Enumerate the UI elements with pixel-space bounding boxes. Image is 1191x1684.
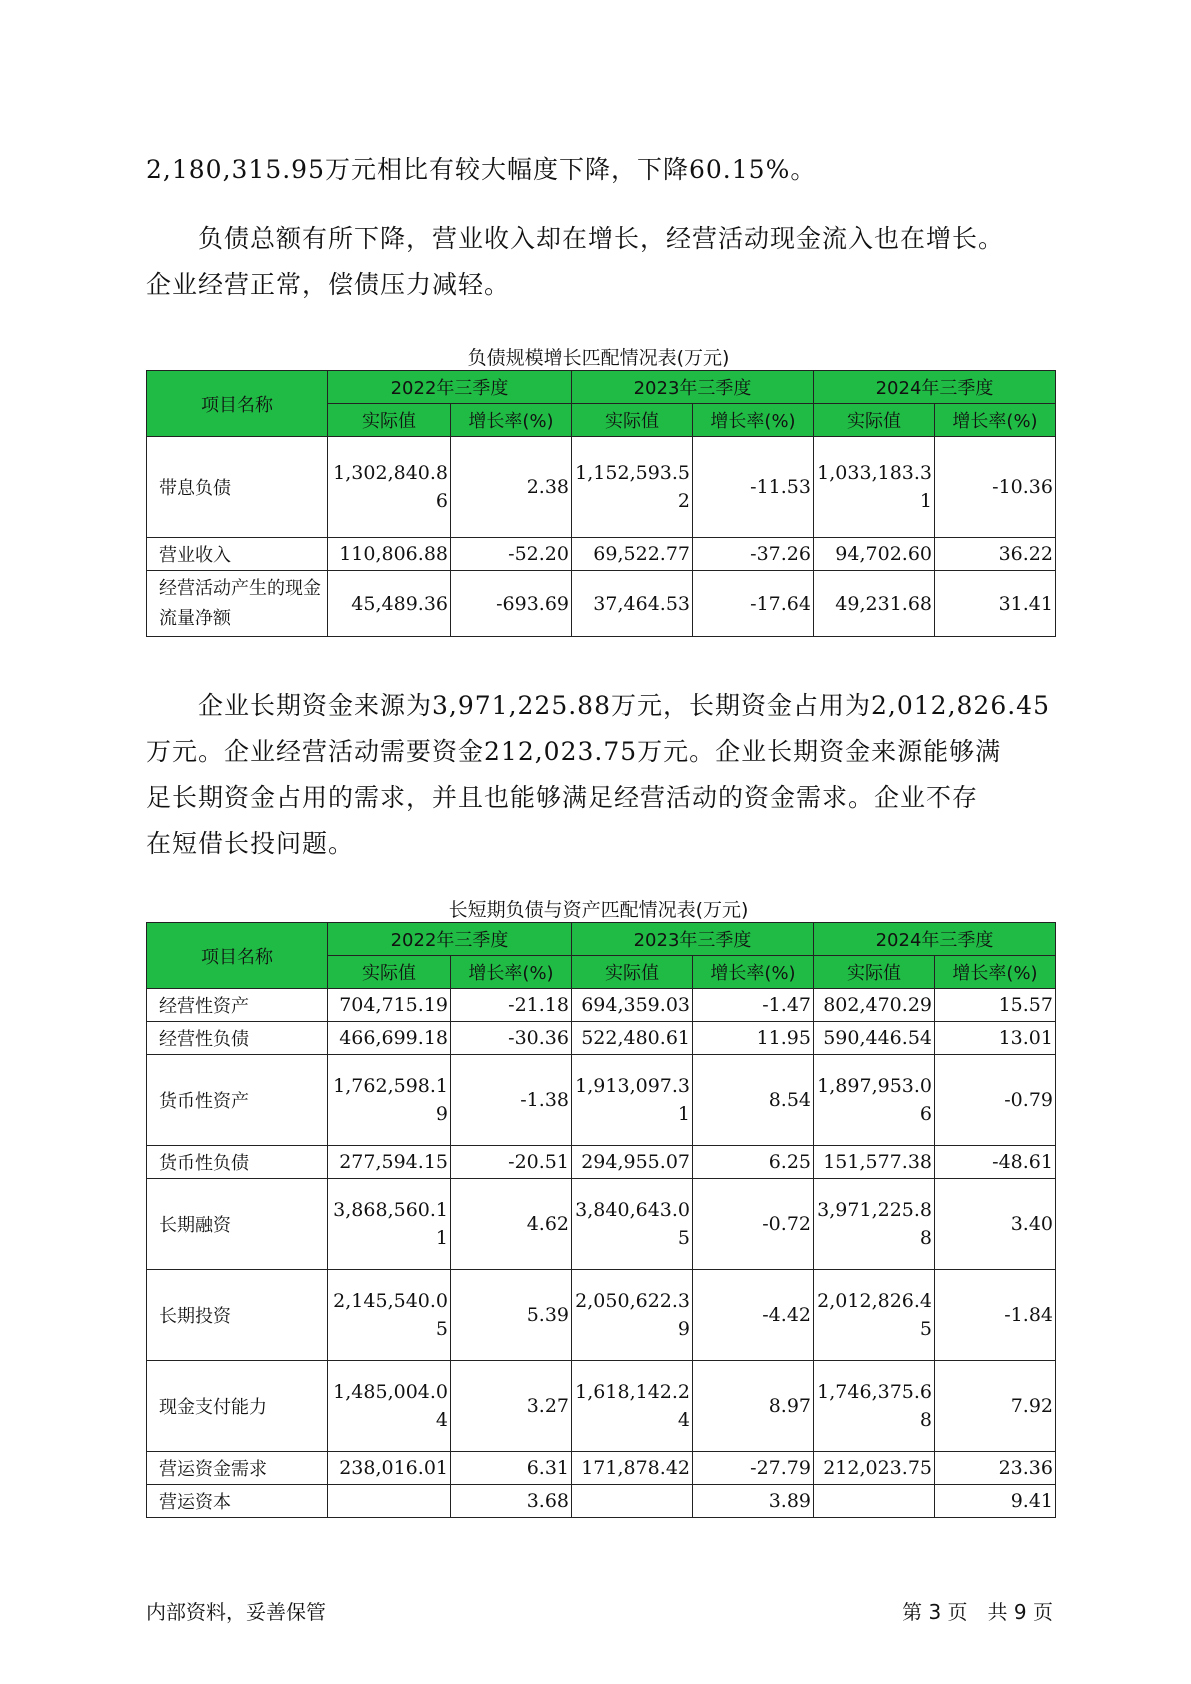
- paragraph-line: 在短借长投问题。: [146, 829, 355, 858]
- header-period: 2024年三季度: [814, 371, 1056, 404]
- header-item-name: 项目名称: [147, 923, 328, 989]
- cell-value: 212,023.75: [814, 1452, 935, 1485]
- cell-value: 23.36: [935, 1452, 1056, 1485]
- table-row: [147, 989, 1056, 1022]
- paragraph-line: 企业经营正常，偿债压力减轻。: [146, 270, 511, 299]
- cell-value: 13.01: [935, 1022, 1056, 1055]
- header-period: 2024年三季度: [814, 923, 1056, 956]
- header-growth: 增长率(%): [693, 956, 814, 989]
- cell-value: 2,012,826.45: [814, 1270, 935, 1361]
- row-name: 现金支付能力: [147, 1361, 328, 1452]
- cell-value: 277,594.15: [328, 1146, 451, 1179]
- cell-value: 9.41: [935, 1485, 1056, 1518]
- header-actual: 实际值: [814, 404, 935, 437]
- paragraph-3: [146, 683, 1076, 867]
- cell-value: 11.95: [693, 1022, 814, 1055]
- row-name: 经营性负债: [147, 1022, 328, 1055]
- cell-value: 4.62: [451, 1179, 572, 1270]
- cell-value: -11.53: [693, 437, 814, 538]
- cell-value: -21.18: [451, 989, 572, 1022]
- cell-value: 1,746,375.68: [814, 1361, 935, 1452]
- cell-value: 3.89: [693, 1485, 814, 1518]
- cell-value: 6.25: [693, 1146, 814, 1179]
- cell-value: -30.36: [451, 1022, 572, 1055]
- cell-value: -17.64: [693, 571, 814, 637]
- table-row: [147, 1361, 1056, 1452]
- cell-value: 7.92: [935, 1361, 1056, 1452]
- cell-value: -1.84: [935, 1270, 1056, 1361]
- cell-value: 37,464.53: [572, 571, 693, 637]
- table-row: [147, 437, 1056, 538]
- cell-value: -48.61: [935, 1146, 1056, 1179]
- cell-value: 1,033,183.31: [814, 437, 935, 538]
- cell-value: 49,231.68: [814, 571, 935, 637]
- table-row: [147, 538, 1056, 571]
- header-item-name: 项目名称: [147, 371, 328, 437]
- cell-value: -37.26: [693, 538, 814, 571]
- paragraph-1: [146, 147, 1076, 193]
- header-growth: 增长率(%): [451, 956, 572, 989]
- cell-value: -693.69: [451, 571, 572, 637]
- cell-value: 466,699.18: [328, 1022, 451, 1055]
- footer-confidential-note: 内部资料，妥善保管: [146, 1600, 326, 1624]
- header-actual: 实际值: [572, 956, 693, 989]
- table-row: [147, 1179, 1056, 1270]
- header-growth: 增长率(%): [935, 956, 1056, 989]
- cell-value: 1,913,097.31: [572, 1055, 693, 1146]
- cell-value: 1,897,953.06: [814, 1055, 935, 1146]
- cell-value: 31.41: [935, 571, 1056, 637]
- cell-value: -0.72: [693, 1179, 814, 1270]
- row-name: 营业收入: [147, 538, 328, 571]
- cell-value: 45,489.36: [328, 571, 451, 637]
- cell-value: 704,715.19: [328, 989, 451, 1022]
- row-name: 营运资本: [147, 1485, 328, 1518]
- cell-value: 6.31: [451, 1452, 572, 1485]
- cell-value: 15.57: [935, 989, 1056, 1022]
- cell-value: -52.20: [451, 538, 572, 571]
- header-actual: 实际值: [328, 404, 451, 437]
- cell-value: -1.38: [451, 1055, 572, 1146]
- cell-value: 238,016.01: [328, 1452, 451, 1485]
- cell-value: 8.97: [693, 1361, 814, 1452]
- table-row: [147, 1146, 1056, 1179]
- cell-value: 1,762,598.19: [328, 1055, 451, 1146]
- cell-value: 1,152,593.52: [572, 437, 693, 538]
- cell-value: 3.40: [935, 1179, 1056, 1270]
- table-row: [147, 1022, 1056, 1055]
- cell-value: [814, 1485, 935, 1518]
- debt-asset-match-table: [146, 922, 1056, 1518]
- footer-page-number: 第 3 页 共 9 页: [902, 1600, 1053, 1624]
- header-period: 2023年三季度: [572, 923, 814, 956]
- table-row: [147, 1270, 1056, 1361]
- cell-value: 2,145,540.05: [328, 1270, 451, 1361]
- cell-value: -20.51: [451, 1146, 572, 1179]
- cell-value: 8.54: [693, 1055, 814, 1146]
- paragraph-line: 负债总额有所下降，营业收入却在增长，经营活动现金流入也在增长。: [146, 224, 1005, 253]
- cell-value: 2,050,622.39: [572, 1270, 693, 1361]
- table-caption: 负债规模增长匹配情况表(万元): [467, 347, 730, 369]
- cell-value: 3.27: [451, 1361, 572, 1452]
- cell-value: 3,971,225.88: [814, 1179, 935, 1270]
- table-row: [147, 1485, 1056, 1518]
- row-name: 经营性资产: [147, 989, 328, 1022]
- cell-value: 294,955.07: [572, 1146, 693, 1179]
- paragraph-line: 2,180,315.95万元相比有较大幅度下降，下降60.15%。: [146, 155, 817, 184]
- header-period: 2023年三季度: [572, 371, 814, 404]
- table-row: [147, 1452, 1056, 1485]
- paragraph-line: 万元。企业经营活动需要资金212,023.75万元。企业长期资金来源能够满: [146, 737, 1002, 766]
- cell-value: [572, 1485, 693, 1518]
- cell-value: 522,480.61: [572, 1022, 693, 1055]
- header-growth: 增长率(%): [451, 404, 572, 437]
- row-name: 营运资金需求: [147, 1452, 328, 1485]
- table-row: [147, 571, 1056, 637]
- paragraph-line: 企业长期资金来源为3,971,225.88万元，长期资金占用为2,012,826.45: [146, 691, 1050, 720]
- cell-value: 36.22: [935, 538, 1056, 571]
- header-growth: 增长率(%): [935, 404, 1056, 437]
- cell-value: 1,485,004.04: [328, 1361, 451, 1452]
- cell-value: 5.39: [451, 1270, 572, 1361]
- cell-value: [328, 1485, 451, 1518]
- cell-value: 3,868,560.11: [328, 1179, 451, 1270]
- cell-value: -10.36: [935, 437, 1056, 538]
- cell-value: -27.79: [693, 1452, 814, 1485]
- cell-value: 802,470.29: [814, 989, 935, 1022]
- cell-value: -0.79: [935, 1055, 1056, 1146]
- table2-body: [147, 989, 1056, 1518]
- table-caption: 长短期负债与资产匹配情况表(万元): [448, 899, 749, 921]
- cell-value: 110,806.88: [328, 538, 451, 571]
- row-name: 长期投资: [147, 1270, 328, 1361]
- row-name: 货币性资产: [147, 1055, 328, 1146]
- cell-value: 1,302,840.86: [328, 437, 451, 538]
- cell-value: 694,359.03: [572, 989, 693, 1022]
- cell-value: -1.47: [693, 989, 814, 1022]
- header-actual: 实际值: [814, 956, 935, 989]
- debt-scale-table: [146, 370, 1056, 637]
- cell-value: 69,522.77: [572, 538, 693, 571]
- row-name: 带息负债: [147, 437, 328, 538]
- cell-value: -4.42: [693, 1270, 814, 1361]
- header-actual: 实际值: [328, 956, 451, 989]
- cell-value: 3,840,643.05: [572, 1179, 693, 1270]
- header-growth: 增长率(%): [693, 404, 814, 437]
- header-period: 2022年三季度: [328, 371, 572, 404]
- paragraph-2: [146, 216, 1076, 308]
- cell-value: 94,702.60: [814, 538, 935, 571]
- cell-value: 2.38: [451, 437, 572, 538]
- cell-value: 171,878.42: [572, 1452, 693, 1485]
- cell-value: 590,446.54: [814, 1022, 935, 1055]
- header-actual: 实际值: [572, 404, 693, 437]
- row-name: 货币性负债: [147, 1146, 328, 1179]
- row-name: 经营活动产生的现金流量净额: [147, 571, 328, 637]
- paragraph-line: 足长期资金占用的需求，并且也能够满足经营活动的资金需求。企业不存: [146, 783, 979, 812]
- cell-value: 3.68: [451, 1485, 572, 1518]
- cell-value: 1,618,142.24: [572, 1361, 693, 1452]
- cell-value: 151,577.38: [814, 1146, 935, 1179]
- row-name: 长期融资: [147, 1179, 328, 1270]
- header-period: 2022年三季度: [328, 923, 572, 956]
- table-row: [147, 1055, 1056, 1146]
